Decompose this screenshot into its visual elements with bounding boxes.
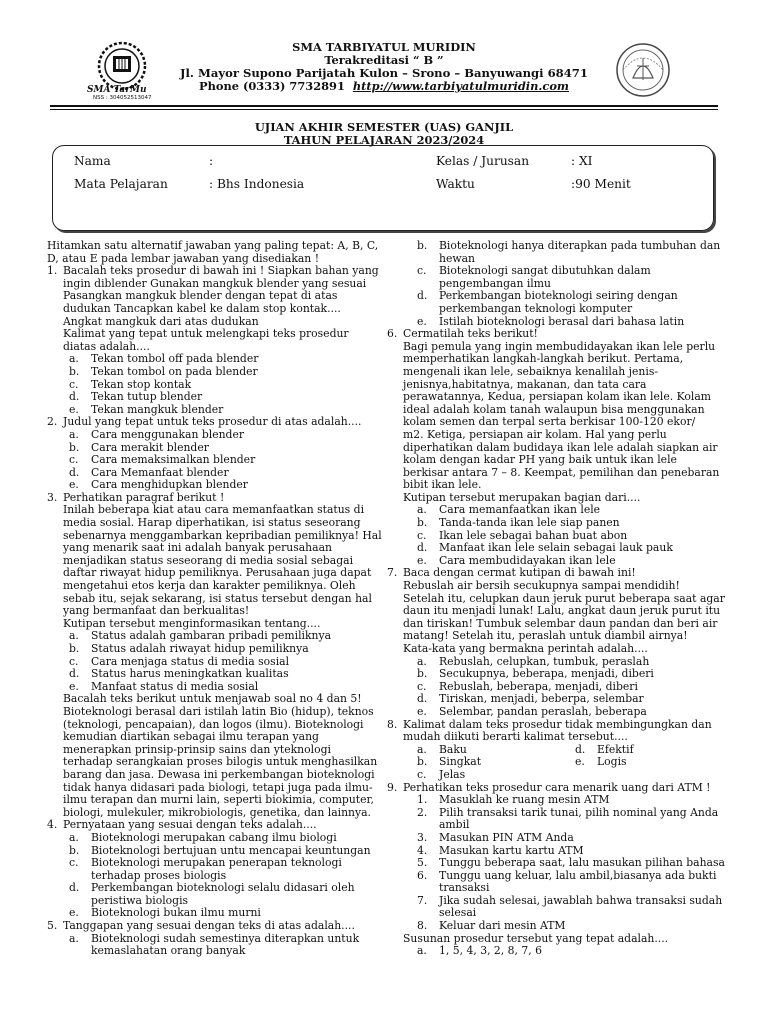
question-3-text: yang menarik saat ini adalah banyak perusahaan bbox=[63, 541, 332, 555]
question-3-text: daftar riwayat hidup pemiliknya. Perusahaan juga dapat bbox=[63, 566, 372, 580]
question-6-option-letter: b. bbox=[417, 516, 428, 530]
header-divider bbox=[50, 105, 718, 110]
reading-passage: ilmu terapan dan murni lain, seperti biokimia, computer, bbox=[63, 793, 374, 807]
question-4-option bbox=[47, 832, 367, 845]
question-8-option-letter: b. bbox=[417, 755, 428, 769]
question-4-option-text: Bioteknologi merupakan penerapan teknologi bbox=[91, 856, 342, 870]
question-1-number: 1. bbox=[47, 264, 58, 278]
question-1-text: Pasangkan mangkuk blender dengan tepat di atas bbox=[63, 289, 338, 303]
question-1-option bbox=[47, 366, 367, 379]
question-3-text: menjadikan status seseorang di media sosial sebagai bbox=[63, 553, 354, 567]
question-6-option-text: Tanda-tanda ikan lele siap panen bbox=[439, 516, 620, 530]
instructions: D, atau E pada lembar jawaban yang disediakan ! bbox=[47, 251, 320, 265]
question-9-step-text: Pilih transaksi tarik tunai, pilih nominal yang Anda bbox=[439, 805, 719, 819]
question-7-option-text: Rebuslah, celupkan, tumbuk, peraslah bbox=[439, 654, 650, 668]
question-9-step-number: 5. bbox=[417, 856, 428, 870]
question-5-option-letter: d. bbox=[417, 289, 428, 303]
question-9-step-number: 3. bbox=[417, 830, 428, 844]
question-1-text: diatas adalah.... bbox=[63, 339, 150, 353]
question-1-text: Bacalah teks prosedur di bawah ini ! Siapkan bahan yang bbox=[63, 264, 379, 278]
question-8-option-text: Singkat bbox=[439, 755, 482, 769]
question-4-option bbox=[47, 857, 367, 870]
question-2-option-letter: a. bbox=[69, 427, 79, 441]
question-3-text: Kutipan tersebut menginformasikan tentang.... bbox=[63, 616, 321, 630]
question-3-option-letter: e. bbox=[69, 679, 79, 693]
question-1-option-letter: b. bbox=[69, 364, 80, 378]
question-9-step-text: transaksi bbox=[439, 881, 490, 895]
question-7-option-letter: b. bbox=[417, 667, 428, 681]
class-value: : XI bbox=[571, 154, 593, 168]
question-9-number: 9. bbox=[387, 780, 398, 794]
question-9-step-text: ambil bbox=[439, 818, 470, 832]
question-8-option-letter: c. bbox=[417, 767, 427, 781]
question-9-step bbox=[387, 832, 720, 845]
question-6-text: mengenali ikan lele, sebaiknya kenalilah jenis- bbox=[403, 364, 659, 378]
question-9-step-text: Tunggu uang keluar, lalu ambil,biasanya ada bukti bbox=[439, 868, 717, 882]
question-1-option-text: Tekan tutup blender bbox=[91, 390, 203, 404]
time-value: :90 Menit bbox=[571, 177, 631, 191]
question-8-option-text: Jelas bbox=[439, 767, 466, 781]
question-6-text: perawatannya, Kedua, persiapan kolam ikan lele. Kolam bbox=[403, 390, 711, 404]
question-6-text: bibit ikan lele. bbox=[403, 478, 482, 492]
question-6-text: kolam dengan kadar PH yang baik untuk ikan lele bbox=[403, 453, 677, 467]
question-6-text: Kutipan tersebut merupakan bagian dari.... bbox=[403, 490, 641, 504]
question-8-text: Kalimat dalam teks prosedur tidak membingungkan dan bbox=[403, 717, 712, 731]
question-4-option-letter: c. bbox=[69, 856, 79, 870]
question-9-step-number: 8. bbox=[417, 919, 428, 933]
reading-passage: biologi, mulekuler, mikrobiologis, genetika, dan lainnya. bbox=[63, 805, 371, 819]
question-1-option-letter: e. bbox=[69, 402, 79, 416]
question-9-step-number: 7. bbox=[417, 893, 428, 907]
question-5-option-text: kemaslahatan orang banyak bbox=[91, 944, 246, 958]
question-9-step-text: Tunggu beberapa saat, lalu masukan pilihan bahasa bbox=[439, 856, 725, 870]
subject-label: Mata Pelajaran bbox=[74, 177, 168, 191]
question-3-text: Inilah beberapa kiat atau cara memanfaatkan status di bbox=[63, 503, 365, 517]
question-2-option-text: Cara merakit blender bbox=[91, 440, 209, 454]
question-4-option-letter: a. bbox=[69, 830, 79, 844]
question-3-option bbox=[47, 643, 367, 656]
question-1-option bbox=[47, 391, 367, 404]
question-6-option-text: Manfaat ikan lele selain sebagai lauk pauk bbox=[439, 541, 673, 555]
question-2-number: 2. bbox=[47, 415, 58, 429]
question-4-number: 4. bbox=[47, 818, 58, 832]
question-2-option-text: Cara memaksimalkan blender bbox=[91, 453, 256, 467]
reading-passage: barang dan jasa. Dewasa ini perkembangan bioteknologi bbox=[63, 767, 375, 781]
question-4-option-text: Bioteknologi merupakan cabang ilmu biologi bbox=[91, 830, 337, 844]
question-5-option bbox=[387, 240, 720, 253]
question-5-stem bbox=[47, 920, 367, 933]
question-9-prompt: Susunan prosedur tersebut yang tepat adalah.... bbox=[403, 931, 669, 945]
question-2-option-text: Cara menggunakan blender bbox=[91, 427, 245, 441]
question-6-option bbox=[387, 517, 720, 530]
question-9-option bbox=[387, 945, 720, 958]
question-1-option-letter: a. bbox=[69, 352, 79, 366]
reading-passage: Bacalah teks berikut untuk menjawab soal no 4 dan 5! bbox=[63, 692, 362, 706]
question-8-option-row bbox=[387, 756, 720, 769]
contact-line bbox=[0, 79, 768, 93]
question-5-option-text: perkembangan teknologi komputer bbox=[439, 301, 633, 315]
question-1-option-letter: c. bbox=[69, 377, 79, 391]
question-9-step-text: Masuklah ke ruang mesin ATM bbox=[439, 793, 610, 807]
question-5-text: Tanggapan yang sesuai dengan teks di atas adalah.... bbox=[63, 919, 355, 933]
question-6-text: jenisnya,habitatnya, makanan, dan tata cara bbox=[403, 377, 647, 391]
question-2-option bbox=[47, 429, 367, 442]
question-5-number: 5. bbox=[47, 919, 58, 933]
reading-passage: menerapkan prinsip-prinsip sains dan yteknologi bbox=[63, 742, 331, 756]
question-7-option-letter: e. bbox=[417, 704, 427, 718]
question-8-option-letter: d. bbox=[575, 742, 586, 756]
question-5-option-letter: c. bbox=[417, 264, 427, 278]
reading-passage: terhadap serangkaian proses bilogis untuk menghasilkan bbox=[63, 755, 378, 769]
question-1-option-text: Tekan stop kontak bbox=[91, 377, 192, 391]
question-9-step bbox=[387, 856, 725, 870]
instructions: Hitamkan satu alternatif jawaban yang paling tepat: A, B, C, bbox=[47, 239, 379, 252]
question-3-option-text: Cara menjaga status di media sosial bbox=[91, 654, 290, 668]
question-8-option-row bbox=[387, 744, 720, 757]
question-3-text: media sosial. Harap diperhatikan, isi status seseorang bbox=[63, 516, 361, 530]
question-5-option-text: Bioteknologi sudah semestinya diterapkan untuk bbox=[91, 931, 360, 945]
question-2-option-letter: b. bbox=[69, 440, 80, 454]
question-3-option-letter: a. bbox=[69, 629, 79, 643]
question-6-stem bbox=[387, 328, 720, 341]
question-8-option-row bbox=[387, 769, 720, 782]
question-7-option-letter: d. bbox=[417, 692, 428, 706]
question-6-option bbox=[387, 542, 720, 555]
question-4-option-letter: b. bbox=[69, 843, 80, 857]
question-1-option-text: Tekan tombol on pada blender bbox=[91, 364, 258, 378]
question-7-number: 7. bbox=[387, 566, 398, 580]
question-4-option-text: Perkembangan bioteknologi selalu didasari oleh bbox=[91, 881, 355, 895]
question-2-text: Judul yang tepat untuk teks prosedur di atas adalah.... bbox=[63, 415, 362, 429]
question-9-step bbox=[387, 807, 720, 820]
exam-title: UJIAN AKHIR SEMESTER (UAS) GANJIL bbox=[254, 120, 514, 134]
question-3-option-text: Status adalah riwayat hidup pemiliknya bbox=[91, 642, 309, 655]
question-2-option-text: Cara Memanfaat blender bbox=[91, 465, 229, 479]
question-1-option-letter: d. bbox=[69, 390, 80, 404]
question-9-step-text: Keluar dari mesin ATM bbox=[439, 919, 566, 933]
question-3-number: 3. bbox=[47, 490, 58, 504]
question-7-text: Kata-kata yang bermakna perintah adalah.... bbox=[403, 642, 648, 655]
time-label: Waktu bbox=[436, 177, 475, 191]
left-column bbox=[47, 239, 382, 958]
question-4-option-text: peristiwa biologis bbox=[91, 893, 189, 907]
question-8-option-letter: a. bbox=[417, 742, 427, 756]
name-label: Nama bbox=[74, 154, 111, 168]
question-9-step bbox=[387, 870, 720, 883]
question-9-step bbox=[387, 794, 720, 807]
question-8-option-text: Logis bbox=[597, 755, 627, 769]
question-6-option-letter: e. bbox=[417, 553, 427, 567]
question-5-option-text: Bioteknologi hanya diterapkan pada tumbuhan dan bbox=[439, 239, 721, 252]
question-6-option-letter: c. bbox=[417, 528, 427, 542]
question-5-option-text: Istilah bioteknologi berasal dari bahasa latin bbox=[439, 314, 685, 328]
question-9-step-text: Jika sudah selesai, jawablah bahwa transaksi sudah bbox=[439, 893, 723, 907]
question-8-option-text: Efektif bbox=[597, 742, 634, 756]
question-7-option-text: Tiriskan, menjadi, beberpa, selembar bbox=[439, 692, 644, 706]
question-9-step bbox=[387, 893, 723, 908]
question-3-option-letter: d. bbox=[69, 667, 80, 681]
question-6-text: m2. Ketiga, persiapan air kolam. Hal yang perlu bbox=[403, 427, 667, 441]
question-9-step-text: Masukan kartu kartu ATM bbox=[439, 843, 584, 857]
question-7-text: matang! Setelah itu, peraslah untuk diambil airnya! bbox=[403, 629, 688, 643]
question-7-text: daun itu menjadi lunak! Lalu, angkat daun jeruk purut itu bbox=[403, 604, 721, 618]
question-9-text: Perhatikan teks prosedur cara menarik uang dari ATM ! bbox=[403, 780, 711, 794]
question-9-step-number: 6. bbox=[417, 868, 428, 882]
reading-passage: tidak hanya didasari pada biologi, tetapi juga pada ilmu- bbox=[63, 780, 373, 794]
question-4-text: Pernyataan yang sesuai dengan teks adalah.... bbox=[63, 818, 317, 832]
question-3-text: mengetahui etos kerja dan karakter pemiliknya. Oleh bbox=[63, 579, 356, 593]
question-1-stem bbox=[47, 264, 379, 278]
question-7-text: Rebuslah air bersih secukupnya sampai mendidih! bbox=[403, 579, 680, 593]
question-7-option-letter: a. bbox=[417, 654, 427, 668]
question-6-text: diperhatikan dalam budidaya ikan lele adalah siapkan air bbox=[403, 440, 718, 454]
question-7-option-letter: c. bbox=[417, 679, 427, 693]
question-6-text: kolam semen dan terpal serta berkisar 100-120 ekor/ bbox=[403, 415, 696, 429]
question-8-number: 8. bbox=[387, 717, 398, 731]
question-2-option-letter: e. bbox=[69, 478, 79, 492]
question-2-option-letter: d. bbox=[69, 465, 80, 479]
question-7-text: Setelah itu, celupkan daun jeruk purut beberapa saat agar bbox=[403, 591, 725, 605]
class-label: Kelas / Jurusan bbox=[436, 154, 530, 168]
question-3-option bbox=[47, 668, 367, 681]
logo-text: SMA TarMu bbox=[87, 85, 147, 95]
question-3-option-text: Status adalah gambaran pribadi pemiliknya bbox=[91, 629, 332, 643]
question-9-step-text: Masukan PIN ATM Anda bbox=[439, 830, 574, 844]
question-5-option-text: pengembangan ilmu bbox=[439, 276, 551, 290]
question-6-text: memperhatikan langkah-langkah berikut. Pertama, bbox=[403, 352, 684, 366]
address: Jl. Mayor Supono Parijatah Kulon – Srono – Banyuwangi 68471 bbox=[180, 66, 588, 80]
question-5-option-text: hewan bbox=[439, 251, 475, 265]
name-colon: : bbox=[209, 154, 214, 168]
question-2-option-letter: c. bbox=[69, 453, 79, 467]
question-6-text: Bagi pemula yang ingin membudidayakan ikan lele perlu bbox=[403, 339, 716, 353]
question-2-option bbox=[47, 479, 367, 492]
exam-year: TAHUN PELAJARAN 2023/2024 bbox=[283, 133, 485, 147]
question-9-step-number: 1. bbox=[417, 793, 428, 807]
question-1-text: Angkat mangkuk dari atas dudukan bbox=[63, 314, 259, 328]
question-7-option-text: Secukupnya, beberapa, menjadi, diberi bbox=[439, 667, 654, 681]
question-3-text: sebenarnya menggambarkan kepribadian pemiliknya! Hal bbox=[63, 528, 382, 542]
question-6-option-text: Cara memanfaatkan ikan lele bbox=[439, 503, 601, 517]
question-6-number: 6. bbox=[387, 327, 398, 341]
question-2-option-text: Cara menghidupkan blender bbox=[91, 478, 248, 492]
question-2-option bbox=[47, 454, 367, 467]
question-7-option-text: Selembar, pandan peraslah, beberapa bbox=[439, 704, 647, 718]
question-6-option-text: Cara membudidayakan ikan lele bbox=[439, 553, 616, 567]
question-9-step-text: selesai bbox=[439, 906, 477, 920]
question-7-option bbox=[387, 668, 720, 681]
reading-passage: kemudian diartikan sebagai ilmu terapan yang bbox=[63, 730, 319, 744]
reading-passage: Bioteknologi berasal dari istilah latin Bio (hidup), teknos bbox=[63, 704, 374, 718]
question-7-option bbox=[387, 706, 720, 719]
question-1-text: dudukan Tancapkan kabel ke dalam stop kontak.... bbox=[63, 301, 341, 315]
question-8-option-letter: e. bbox=[575, 755, 585, 769]
question-3-option-text: Manfaat status di media sosial bbox=[91, 679, 259, 693]
question-1-option-text: Tekan tombol off pada blender bbox=[91, 352, 259, 366]
accreditation: Terakreditasi “ B ” bbox=[324, 53, 444, 67]
question-9-step-number: 4. bbox=[417, 843, 428, 857]
phone: Phone (0333) 7732891 bbox=[199, 79, 345, 93]
question-6-option-letter: d. bbox=[417, 541, 428, 555]
question-5-option-letter: e. bbox=[417, 314, 427, 328]
question-4-option-text: terhadap proses biologis bbox=[91, 868, 227, 882]
question-3-option-text: Status harus meningkatkan kualitas bbox=[91, 667, 289, 681]
question-5-option-letter: b. bbox=[417, 239, 428, 252]
question-6-text: ideal adalah kolam tanah walaupun bisa menggunakan bbox=[403, 402, 705, 416]
question-1-text: Kalimat yang tepat untuk melengkapi teks prosedur bbox=[63, 327, 349, 341]
question-6-option-text: Ikan lele sebagai bahan buat abon bbox=[439, 528, 628, 542]
question-4-option bbox=[47, 882, 367, 895]
question-7-text: dan tiriskan! Tumbuk selembar daun pandan dan beri air bbox=[403, 616, 718, 630]
question-6-option-letter: a. bbox=[417, 503, 427, 517]
question-8-option-text: Baku bbox=[439, 742, 467, 756]
right-column bbox=[387, 239, 725, 958]
question-3-option-letter: c. bbox=[69, 654, 79, 668]
question-3-option-letter: b. bbox=[69, 642, 80, 655]
logo-nss: NSS : 304052513047 bbox=[93, 95, 152, 101]
question-5-option-text: Bioteknologi sangat dibutuhkan dalam bbox=[439, 264, 651, 278]
subject-value: : Bhs Indonesia bbox=[209, 177, 305, 191]
question-5-option bbox=[387, 265, 720, 278]
school-name: SMA TARBIYATUL MURIDIN bbox=[292, 40, 476, 54]
question-7-text: Baca dengan cermat kutipan di bawah ini! bbox=[403, 566, 636, 580]
question-8-text: mudah diikuti berarti kalimat tersebut.... bbox=[403, 730, 628, 744]
question-4-option-text: Bioteknologi bertujuan untu mencapai keuntungan bbox=[91, 843, 371, 857]
question-3-text: yang bermanfaat dan berkualitas! bbox=[63, 604, 250, 618]
question-4-option-letter: d. bbox=[69, 881, 80, 895]
question-3-text: sebab itu, sejak sekarang, isi status tersebut dengan hal bbox=[63, 591, 372, 605]
question-1-option-text: Tekan mangkuk blender bbox=[91, 402, 224, 416]
question-5-option-letter: a. bbox=[69, 931, 79, 945]
question-1-text: ingin diblender Gunakan mangkuk blender yang sesuai bbox=[63, 276, 367, 290]
question-6-text: Cermatilah teks berikut! bbox=[403, 327, 538, 341]
question-4-option-letter: e. bbox=[69, 906, 79, 920]
question-7-option-text: Rebuslah, beberapa, menjadi, diberi bbox=[439, 679, 638, 693]
question-3-text: Perhatikan paragraf berikut ! bbox=[63, 490, 225, 504]
question-5-option-text: Perkembangan bioteknologi seiring dengan bbox=[439, 289, 678, 303]
question-9-step-number: 2. bbox=[417, 805, 428, 819]
reading-passage: (teknologi, pencapaian), dan logos (ilmu). Bioteknologi bbox=[63, 717, 364, 731]
question-9-step bbox=[387, 920, 720, 933]
website-link[interactable]: http://www.tarbiyatulmuridin.com bbox=[352, 79, 569, 93]
question-4-option-text: Bioteknologi bukan ilmu murni bbox=[91, 906, 261, 920]
question-6-text: berkisar antara 7 – 8. Keempat, pemilihan dan penebaran bbox=[403, 465, 720, 479]
question-9-option-text: 1, 5, 4, 3, 2, 8, 7, 6 bbox=[439, 944, 543, 958]
question-9-option-letter: a. bbox=[417, 944, 427, 958]
